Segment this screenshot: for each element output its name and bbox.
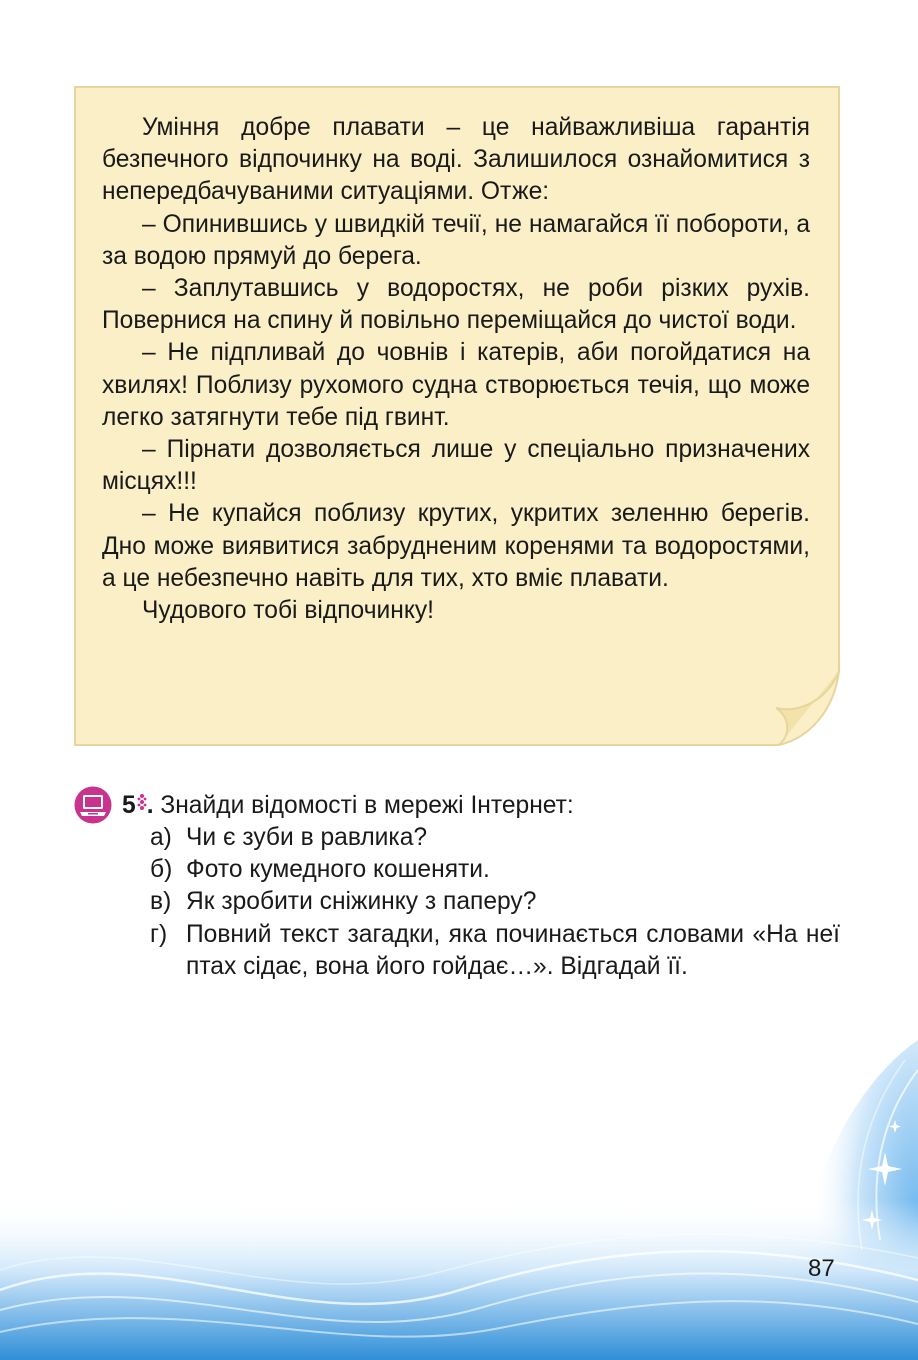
task-number-dot: . bbox=[146, 792, 154, 819]
task-item-text: Чи є зуби в равлика? bbox=[186, 824, 428, 851]
task-list bbox=[150, 822, 840, 983]
task-item-letter: г) bbox=[150, 920, 168, 948]
note-paragraph: – Опинившись у швидкій течії, не намагайся її побороти, а за водою прямуй до берега. bbox=[102, 210, 810, 270]
note-paragraph: – Не купайся поблизу крутих, укритих зеленню берегів. Дно може виявитися забрудненим коренями та водоростями, а це небезпечно навіть для тих, хто вміє плавати. bbox=[102, 500, 810, 592]
task-item bbox=[150, 854, 840, 886]
task-heading bbox=[122, 790, 574, 822]
task-item-letter: б) bbox=[150, 856, 173, 884]
safety-note-card bbox=[74, 86, 840, 746]
task-number: 5 bbox=[122, 792, 136, 819]
task-title: Знайди відомості в мережі Інтернет: bbox=[160, 792, 574, 819]
task-item-text: Повний текст загадки, яка починається словами «На неї птах сідає, вона його гойдає…». Відгадай її. bbox=[186, 920, 840, 980]
note-paragraph: Уміння добре плавати – це найважливіша гарантія безпечного відпочинку на воді. Залишилося ознайомитися з непередбачуваними ситуаціями. Отже: bbox=[102, 114, 810, 206]
note-paragraph: – Пірнати дозволяється лише у спеціально призначених місцях!!! bbox=[102, 436, 810, 496]
computer-icon bbox=[74, 786, 112, 824]
snowflake-difficulty-icon bbox=[137, 793, 147, 815]
task-item-letter: а) bbox=[150, 824, 172, 851]
bottom-wave-decoration bbox=[0, 1040, 918, 1360]
note-paragraph: – Не підпливай до човнів і катерів, аби погойдатися на хвилях! Поблизу рухомого судна створюється течія, що може легко затягнути тебе під гвинт. bbox=[102, 339, 810, 431]
note-text bbox=[102, 112, 810, 627]
page-number: 87 bbox=[808, 1255, 835, 1282]
note-paragraph: – Заплутавшись у водоростях, не роби різких рухів. Повернися на спину й повільно переміщайся до чистої води. bbox=[102, 275, 810, 335]
task-item bbox=[150, 919, 840, 983]
task-item-text: Як зробити сніжинку з паперу? bbox=[186, 888, 537, 916]
note-paragraph: Чудового тобі відпочинку! bbox=[142, 597, 434, 625]
task-item bbox=[150, 822, 840, 854]
task-item-text: Фото кумедного кошеняти. bbox=[186, 856, 490, 884]
task-item-letter: в) bbox=[150, 888, 172, 916]
task-item bbox=[150, 886, 840, 918]
